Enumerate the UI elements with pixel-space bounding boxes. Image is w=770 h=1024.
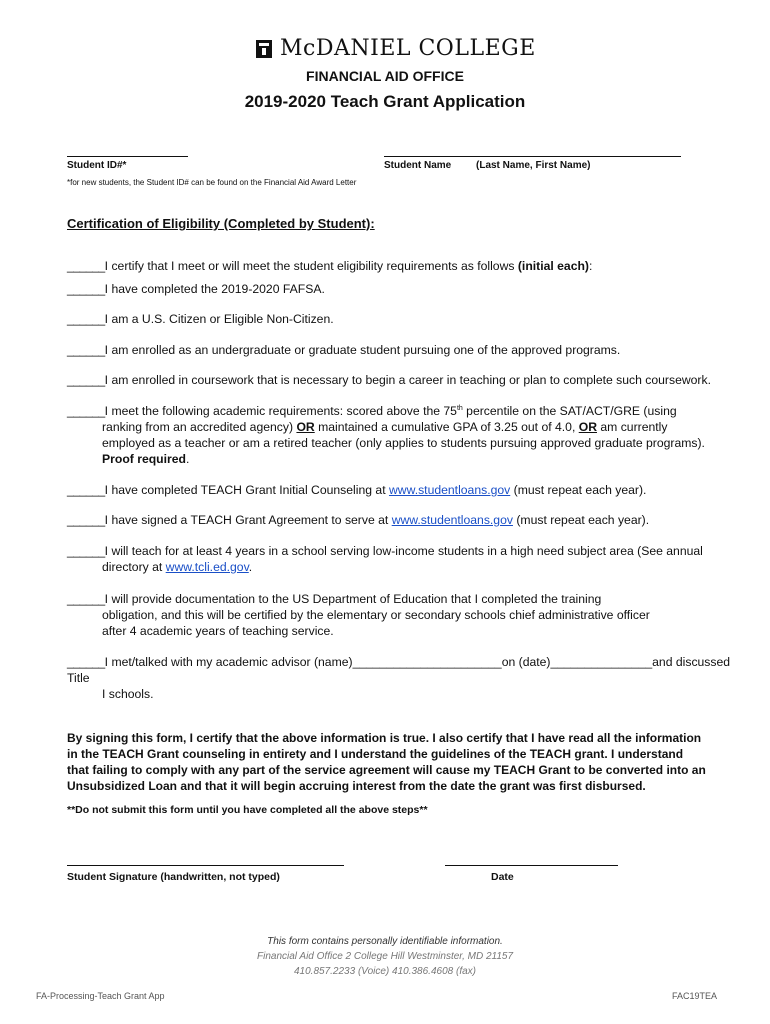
eligibility-item-enrolled: ______I am enrolled as an undergraduate or graduate student pursuing one of the approved programs.	[67, 343, 621, 357]
eligibility-item-citizen: ______I am a U.S. Citizen or Eligible Non-Citizen.	[67, 312, 334, 326]
office-address: Financial Aid Office 2 College Hill Westminster, MD 21157	[256, 951, 514, 962]
certification-statement: By signing this form, I certify that the above information is true. I also certify that I have read all the information in the TEACH Grant counseling in entirety and I understand the guidelines of the TEACH grant. I understand that failing to comply with any part of the service agreement will cause my TEACH Grant to be converted into an Unsubsidized Loan and that it will begin accruing interest from the date the grant was first disbursed.	[67, 731, 706, 793]
student-name-label: Student Name	[384, 160, 452, 171]
initial-blank[interactable]: ______	[67, 259, 105, 273]
eligibility-item-fafsa: ______I have completed the 2019-2020 FAFSA.	[67, 282, 325, 296]
student-name-format: (Last Name, First Name)	[476, 160, 591, 171]
initial-blank[interactable]: ______	[67, 373, 105, 387]
office-phone: 410.857.2233 (Voice) 410.386.4608 (fax)	[294, 966, 476, 977]
studentloans-link[interactable]: www.studentloans.gov	[388, 483, 511, 497]
college-seal-icon	[256, 40, 272, 58]
initial-blank[interactable]: ______	[67, 655, 105, 669]
eligibility-item-documentation: ______I will provide documentation to the US Department of Education that I completed the training obligation, and this will be certified by the elementary or secondary schools chief administrative officer after 4 academic years of teaching service.	[67, 592, 650, 638]
tcli-link[interactable]: www.tcli.ed.gov	[165, 560, 249, 574]
initial-blank[interactable]: ______	[67, 544, 105, 558]
eligibility-item-advisor: ______I met/talked with my academic advisor (name)______________________on (date)_______________and discussed Title I schools.	[67, 655, 731, 701]
eligibility-item-coursework: ______I am enrolled in coursework that is necessary to begin a career in teaching or plan to complete such coursework.	[67, 373, 711, 387]
initial-blank[interactable]: ______	[67, 592, 105, 606]
signature-label: Student Signature (handwritten, not typed)	[67, 871, 280, 883]
initial-blank[interactable]: ______	[67, 343, 105, 357]
student-id-label: Student ID#*	[67, 160, 127, 171]
eligibility-heading: Certification of Eligibility (Completed by Student):	[67, 216, 375, 231]
signature-line[interactable]	[67, 865, 344, 866]
footer-form-code: FAC19TEA	[672, 991, 718, 1001]
initial-blank[interactable]: ______	[67, 282, 105, 296]
eligibility-item-counseling: ______I have completed TEACH Grant Initial Counseling at www.studentloans.gov (must repeat each year).	[67, 483, 647, 497]
footer-form-name: FA-Processing-Teach Grant App	[36, 991, 165, 1001]
student-id-note: *for new students, the Student ID# can be found on the Financial Aid Award Letter	[67, 178, 357, 187]
eligibility-item-teach-years: ______I will teach for at least 4 years in a school serving low-income students in a high need subject area (See annual directory at www.tcli.ed.gov.	[67, 544, 703, 574]
office-heading: FINANCIAL AID OFFICE	[306, 68, 464, 84]
initial-blank[interactable]: ______	[67, 404, 105, 418]
initial-blank[interactable]: ______	[67, 312, 105, 326]
studentloans-link[interactable]: www.studentloans.gov	[391, 513, 513, 527]
pii-notice: This form contains personally identifiable information.	[267, 936, 503, 947]
eligibility-item-academic: ______I meet the following academic requirements: scored above the 75th percentile on the SAT/ACT/GRE (using ranking from an accredited agency) OR maintained a cumulative GPA of 3.25 out of 4.0, OR am currently employed as a teacher or am a retired teacher (only applies to students pursuing approved graduate programs). Proof required.	[67, 404, 705, 466]
eligibility-item-1: ______I certify that I meet or will meet the student eligibility requirements as follows (initial each):	[67, 259, 593, 273]
date-line[interactable]	[445, 865, 618, 866]
college-logo	[256, 36, 536, 61]
student-name-line[interactable]	[384, 156, 681, 157]
college-name: McDANIEL COLLEGE	[280, 36, 536, 61]
eligibility-item-agreement: ______I have signed a TEACH Grant Agreement to serve at www.studentloans.gov (must repeat each year).	[67, 513, 650, 527]
initial-blank[interactable]: ______	[67, 483, 105, 497]
student-id-line[interactable]	[67, 156, 188, 157]
date-label: Date	[491, 871, 514, 883]
initial-blank[interactable]: ______	[67, 513, 105, 527]
submission-warning: **Do not submit this form until you have completed all the above steps**	[67, 804, 428, 816]
form-title: 2019-2020 Teach Grant Application	[244, 92, 526, 111]
office-contact-block	[0, 934, 770, 979]
